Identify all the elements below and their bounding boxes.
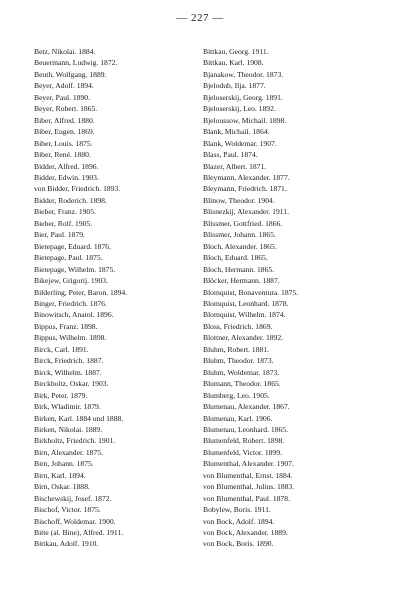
- name-entry: von Bock, Adolf. 1894.: [203, 516, 275, 526]
- name-entry: Blinow, Theodor. 1904.: [203, 195, 275, 205]
- name-entry: Bobylew, Boris. 1911.: [203, 505, 271, 515]
- right-column: [203, 46, 363, 550]
- name-entry: Blomquist, Leonhard. 1878.: [203, 298, 289, 308]
- name-entry: von Blumenthal, Julius. 1883.: [203, 482, 295, 492]
- name-entry: Bidder, Roderich. 1898.: [34, 195, 107, 205]
- name-entry: Birkholtz, Friedrich. 1901.: [34, 436, 116, 446]
- name-entry: Bluhm, Theodor. 1873.: [203, 356, 274, 366]
- name-entry: von Bidder, Friedrich. 1893.: [34, 184, 121, 194]
- name-entry: Birk, Wladimir. 1879.: [34, 402, 101, 412]
- name-entry: von Bock, Boris. 1890.: [203, 539, 274, 549]
- name-entry: Blumberg, Leo. 1905.: [203, 390, 270, 400]
- name-entry: Blumenfeld, Robert. 1898.: [203, 436, 285, 446]
- name-entry: Bippus, Franz. 1898.: [34, 321, 98, 331]
- name-entry: Binger, Friedrich. 1876.: [34, 298, 107, 308]
- name-entry: Bieber, Rolf. 1905.: [34, 218, 93, 228]
- name-entry: Bier, Paul. 1879.: [34, 230, 85, 240]
- name-entry: Beyer, Adolf. 1894.: [34, 81, 94, 91]
- name-entry: Bidder, Alfred. 1896.: [34, 161, 99, 171]
- name-entry: Bieber, Franz. 1905.: [34, 207, 96, 217]
- name-entry: Bluhm, Robert. 1881.: [203, 344, 270, 354]
- name-entry: Blomquist, Bonaventura. 1875.: [203, 287, 299, 297]
- name-entry: Birn, Oskar. 1888.: [34, 482, 90, 492]
- name-entry: Blumenfeld, Victor. 1899.: [203, 447, 282, 457]
- name-entry: von Blumenthal, Paul. 1878.: [203, 493, 290, 503]
- name-entry: Bitte (al. Bine), Alfred. 1911.: [34, 528, 124, 538]
- name-entry: Blumann, Theodor. 1865.: [203, 379, 281, 389]
- name-entry: Bidder, Edwin. 1903.: [34, 172, 99, 182]
- name-entry: Bittkau, Karl. 1908.: [203, 58, 264, 68]
- name-entry: Bikejew, Grigorij. 1903.: [34, 276, 108, 286]
- name-entry: Bjeloussow, Michail. 1898.: [203, 115, 287, 125]
- name-entry: Bluhm, Woldemar. 1873.: [203, 367, 280, 377]
- name-entry: Bischoff, Woldemar. 1900.: [34, 516, 116, 526]
- name-entry: Biber, Louis. 1875.: [34, 138, 93, 148]
- name-entry: Beuermann, Ludwig. 1872.: [34, 58, 118, 68]
- name-entry: Blank, Michail. 1864.: [203, 127, 270, 137]
- name-entry: Bittkau, Adolf. 1910.: [34, 539, 99, 549]
- name-entry: Bietepage, Eduard. 1876.: [34, 241, 111, 251]
- name-entry: Biber, René. 1880.: [34, 150, 91, 160]
- name-entry: Birn, Alexander. 1875.: [34, 447, 103, 457]
- name-entry: Bjelodub, Ilja. 1877.: [203, 81, 266, 91]
- name-entry: Beyer, Paul. 1890.: [34, 92, 91, 102]
- name-entry: Birk, Peter. 1879.: [34, 390, 88, 400]
- name-entry: Betz, Nikolai. 1884.: [34, 47, 96, 56]
- name-entry: Blissmer, Gottfried. 1866.: [203, 218, 283, 228]
- name-entry: Bloch, Hermann. 1865.: [203, 264, 275, 274]
- name-entry: Bleymann, Alexander. 1877.: [203, 172, 290, 182]
- name-entry: Blazer, Albert. 1871.: [203, 161, 267, 171]
- name-entry: Blank, Woldemar. 1907.: [203, 138, 277, 148]
- name-entry: Birck, Wilhelm. 1887.: [34, 367, 102, 377]
- name-entry: Biber, Eugen. 1869.: [34, 127, 95, 137]
- name-entry: Birckholtz, Oskar. 1903.: [34, 379, 109, 389]
- name-entry: Blomquist, Wilhelm. 1874.: [203, 310, 286, 320]
- name-entry: Binowitsch, Anatol. 1896.: [34, 310, 114, 320]
- name-entry: Blottner, Alexander. 1892.: [203, 333, 284, 343]
- name-entry: Bloch, Alexander. 1865.: [203, 241, 277, 251]
- name-entry: Birken, Karl. 1884 und 1888.: [34, 413, 124, 423]
- name-entry: Bittkau, Georg. 1911.: [203, 47, 269, 56]
- name-entry: Blass, Paul. 1874.: [203, 150, 258, 160]
- name-entry: Bilderling, Peter, Baron. 1894.: [34, 287, 128, 297]
- name-entry: Bietepage, Wilhelm. 1875.: [34, 264, 116, 274]
- name-entry: Birn, Johann. 1875.: [34, 459, 94, 469]
- name-entry: Bischof, Victor. 1875.: [34, 505, 101, 515]
- name-entry: Blumenthal, Alexander. 1907.: [203, 459, 294, 469]
- name-entry: Blisnezkij, Alexander. 1911.: [203, 207, 289, 217]
- name-entry: Bischewskij, Josef. 1872.: [34, 493, 112, 503]
- name-entry: Birken, Nikolai. 1889.: [34, 424, 103, 434]
- page-number: — 227 —: [176, 12, 224, 24]
- name-entry: Blumenau, Alexander. 1867.: [203, 402, 290, 412]
- name-entry: von Bock, Alexander. 1889.: [203, 528, 288, 538]
- name-entry: Birck, Friedrich. 1887.: [34, 356, 104, 366]
- name-entry: Bleymann, Friedrich. 1871.: [203, 184, 287, 194]
- name-entry: Blöcker, Hermann. 1887.: [203, 276, 280, 286]
- name-entry: von Blumenthal, Ernst. 1884.: [203, 470, 293, 480]
- name-entry: Bietepage, Paul. 1875.: [34, 253, 103, 263]
- name-entry: Bjeloserskij, Leo. 1892.: [203, 104, 276, 114]
- name-entry: Blissmer, Johann. 1865.: [203, 230, 276, 240]
- name-entry: Bjeloserskij, Georg. 1891.: [203, 92, 283, 102]
- name-entry: Biber, Alfred. 1880.: [34, 115, 95, 125]
- name-entry: Birn, Karl. 1894.: [34, 470, 86, 480]
- name-entry: Beyer, Robert. 1865.: [34, 104, 98, 114]
- name-entry: Bloch, Eduard. 1865.: [203, 253, 268, 263]
- name-entry: Beuth, Wolfgang. 1889.: [34, 69, 107, 79]
- name-entry: Bippus, Wilhelm. 1898.: [34, 333, 107, 343]
- name-entry: Blumenau, Leonhard. 1865.: [203, 424, 288, 434]
- name-entry: Bloss, Friedrich. 1869.: [203, 321, 273, 331]
- name-entry: Bjanakow, Theodor. 1873.: [203, 69, 284, 79]
- name-entry: Blumenau, Karl. 1906.: [203, 413, 273, 423]
- left-column: [34, 46, 194, 550]
- name-entry: Birck, Carl. 1891.: [34, 344, 89, 354]
